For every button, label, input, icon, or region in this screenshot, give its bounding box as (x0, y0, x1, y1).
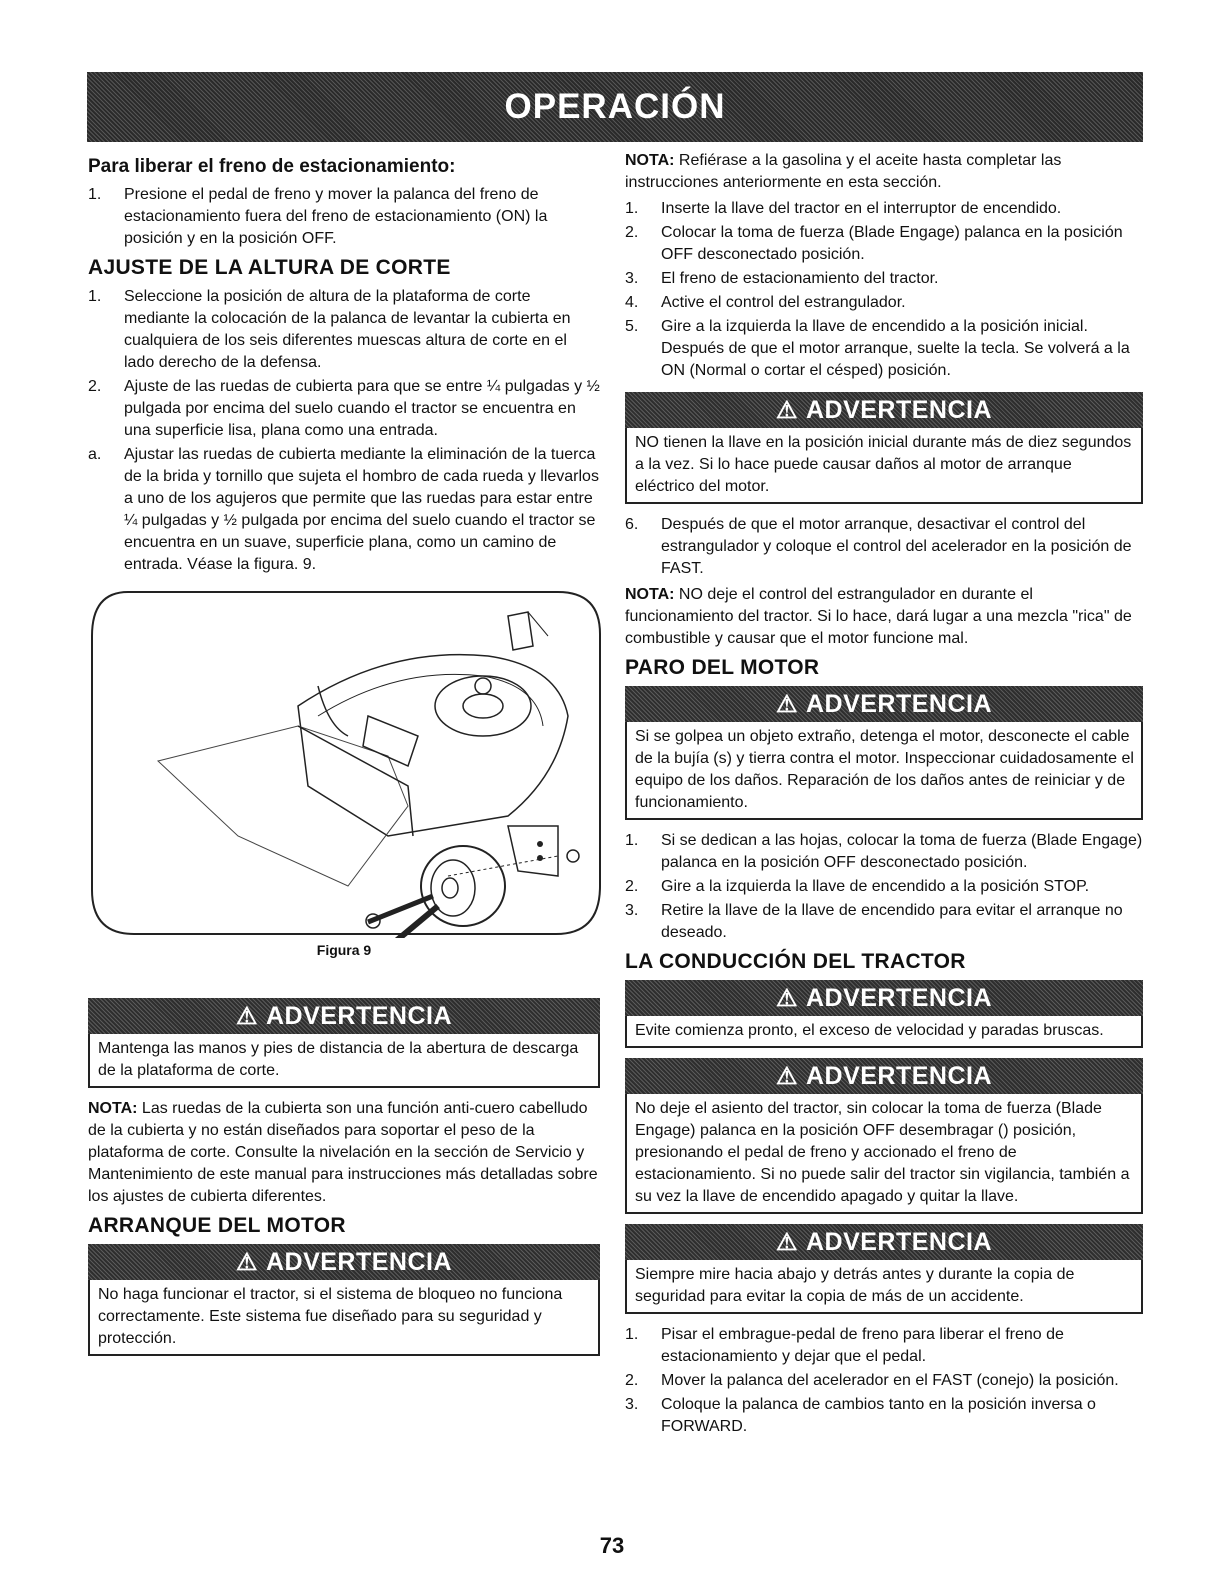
list-item: 2. Ajuste de las ruedas de cubierta para que se entre ¼ pulgadas y ½ pulgada por encima del suelo cuando el tractor se encuentra en una superficie lisa, plana como una entrada. a. Ajustar las ruedas de cubierta mediante la eliminación de la tuerca de la brida y tornillo que sujeta el hombro de cada rueda y llevarlos a uno de los agujeros que permite que las ruedas para estar entre ¼ pulgadas y ½ pulgada por encima del suelo cuando el tractor se encuentra en un suave, superficie plana, como un camino de entrada. Véase la figura. 9. (88, 376, 600, 576)
warning-header: ⚠ ADVERTENCIA (625, 392, 1143, 428)
engine-start-steps-continued (625, 514, 1143, 580)
note-paragraph: NOTA: Las ruedas de la cubierta son una función anti-cuero cabelludo de la cubierta y no están diseñados para soportar el peso de la plataforma de corte. Consulte la nivelación en la sección de Servicio y Mantenimiento de este manual para instrucciones más detalladas sobre los ajustes de cubierta diferentes. (88, 1100, 598, 1205)
note-paragraph: NOTA: NO deje el control del estrangulador en durante el funcionamiento del tractor. Si lo hace, dará lugar a una mezcla "rica" de combustible y causar que el motor funcione mal. (625, 586, 1132, 647)
list-item: a. Ajustar las ruedas de cubierta mediante la eliminación de la tuerca de la brida y tornillo que sujeta el hombro de cada rueda y llevarlos a uno de los agujeros que permite que las ruedas para estar entre ¼ pulgadas y ½ pulgada por encima del suelo cuando el tractor se encuentra en un suave, superficie plana, como un camino de entrada. Véase la figura. 9. (88, 446, 599, 573)
list-item: 2. Colocar la toma de fuerza (Blade Engage) palanca en la posición OFF desconectado posición. (625, 224, 1123, 263)
list-item: 1. Si se dedican a las hojas, colocar la toma de fuerza (Blade Engage) palanca en la posición OFF desconectado posición. (625, 832, 1143, 871)
page-header-banner (87, 72, 1143, 142)
warning-triangle-icon: ⚠ (775, 1062, 798, 1090)
list-item: 1. Presione el pedal de freno y mover la palanca del freno de estacionamiento fuera del freno de estacionamiento (ON) la posición y en la posición OFF. (88, 186, 548, 247)
engine-stop-steps (625, 830, 1143, 944)
warning-header: ⚠ ADVERTENCIA (625, 1224, 1143, 1260)
warning-text: Evite comienza pronto, el exceso de velocidad y paradas bruscas. (625, 1016, 1143, 1048)
warning-triangle-icon: ⚠ (235, 1248, 258, 1276)
note-paragraph: NOTA: Refiérase a la gasolina y el aceite hasta completar las instrucciones anteriormente en esta sección. (625, 152, 1062, 191)
parking-brake-steps (88, 184, 600, 250)
list-item: 4. Active el control del estrangulador. (625, 294, 906, 311)
list-item: 1. Pisar el embrague-pedal de freno para liberar el freno de estacionamiento y dejar que el pedal. (625, 1326, 1064, 1365)
warning-box-speed (625, 980, 1143, 1048)
right-column (625, 150, 1143, 1442)
list-item: 1. Inserte la llave del tractor en el interruptor de encendido. (625, 200, 1062, 217)
warning-text: Mantenga las manos y pies de distancia de la abertura de descarga de la plataforma de corte. (88, 1034, 600, 1088)
warning-text: Siempre mire hacia abajo y detrás antes y durante la copia de seguridad para evitar la copia de más de un accidente. (625, 1260, 1143, 1314)
warning-header: ⚠ ADVERTENCIA (625, 980, 1143, 1016)
cut-height-substeps (88, 444, 600, 576)
warning-triangle-icon: ⚠ (775, 690, 798, 718)
warning-header: ⚠ ADVERTENCIA (88, 998, 600, 1034)
section-heading-driving: LA CONDUCCIÓN DEL TRACTOR (625, 950, 966, 973)
warning-box-reverse (625, 1224, 1143, 1314)
figure-9-illustration (88, 586, 602, 938)
engine-start-steps (625, 198, 1143, 382)
warning-box-interlock (88, 1244, 600, 1356)
mower-deck-wheel-illustration (88, 586, 602, 938)
warning-box-leave-seat (625, 1058, 1143, 1214)
warning-triangle-icon: ⚠ (775, 1228, 798, 1256)
section-heading-engine-stop: PARO DEL MOTOR (625, 656, 820, 679)
warning-header: ⚠ ADVERTENCIA (625, 1058, 1143, 1094)
section-heading-engine-start: ARRANQUE DEL MOTOR (88, 1214, 346, 1237)
warning-triangle-icon: ⚠ (235, 1002, 258, 1030)
warning-triangle-icon: ⚠ (775, 396, 798, 424)
list-item: 1. Seleccione la posición de altura de la plataforma de corte mediante la colocación de la palanca de levantar la cubierta en cualquiera de los seis diferentes muescas altura de corte en el lado derecho de la defensa. (88, 288, 571, 371)
left-column (88, 150, 600, 1366)
list-item: 2. Mover la palanca del acelerador en el FAST (conejo) la posición. (625, 1372, 1119, 1389)
warning-text: Si se golpea un objeto extraño, detenga el motor, desconecte el cable de la bujía (s) y tierra contra el motor. Inspeccionar cuidadosamente el equipo de los daños. Reparación de los daños antes de reiniciar y de funcionamiento. (625, 722, 1143, 820)
list-item: 2. Gire a la izquierda la llave de encendido a la posición STOP. (625, 878, 1090, 895)
driving-steps (625, 1324, 1143, 1438)
warning-header: ⚠ ADVERTENCIA (625, 686, 1143, 722)
warning-box-starter (625, 392, 1143, 504)
cut-height-steps (88, 286, 600, 576)
warning-text: NO tienen la llave en la posición inicial durante más de diez segundos a la vez. Si lo hace puede causar daños al motor de arranque eléctrico del motor. (625, 428, 1143, 504)
section-heading-cut-height: AJUSTE DE LA ALTURA DE CORTE (88, 256, 451, 279)
warning-triangle-icon: ⚠ (775, 984, 798, 1012)
warning-text: No haga funcionar el tractor, si el sistema de bloqueo no funciona correctamente. Este sistema fue diseñado para su seguridad y protección. (88, 1280, 600, 1356)
list-item: 3. Retire la llave de la llave de encendido para evitar el arranque no deseado. (625, 902, 1123, 941)
section-heading-parking-brake: Para liberar el freno de estacionamiento: (88, 156, 456, 177)
list-item: 3. El freno de estacionamiento del tractor. (625, 270, 939, 287)
warning-header: ⚠ ADVERTENCIA (88, 1244, 600, 1280)
list-item: 5. Gire a la izquierda la llave de encendido a la posición inicial. Después de que el motor arranque, suelte la tecla. Se volverá a la ON (Normal o cortar el césped) posición. (625, 318, 1130, 379)
warning-box-hands-feet (88, 998, 600, 1088)
page-number: 73 (599, 1533, 625, 1558)
warning-text: No deje el asiento del tractor, sin colocar la toma de fuerza (Blade Engage) palanca en la posición OFF desembragar () posición, presionando el pedal de freno y accionado el freno de estacionamiento. Si no puede salir del tractor sin vigilancia, también a su vez la llave de encendido apagado y quitar la llave. (625, 1094, 1143, 1214)
warning-box-foreign-object (625, 686, 1143, 820)
page-title: OPERACIÓN (504, 87, 726, 126)
figure-caption: Figura 9 (316, 942, 372, 958)
list-item: 6. Después de que el motor arranque, desactivar el control del estrangulador y coloque el control del acelerador en la posición de FAST. (625, 516, 1132, 577)
list-item: 3. Coloque la palanca de cambios tanto en la posición inversa o FORWARD. (625, 1396, 1096, 1435)
